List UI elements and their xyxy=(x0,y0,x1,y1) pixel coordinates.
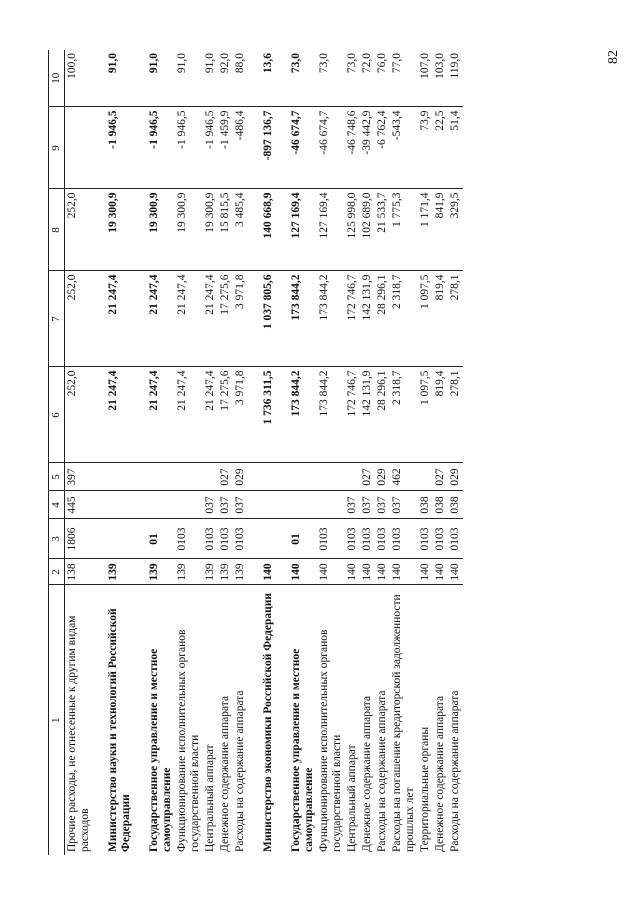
cell-col-2: 139 xyxy=(93,559,134,585)
cell-col-6: 142 131,9 xyxy=(360,367,375,463)
table-row xyxy=(134,50,175,855)
cell-col-4 xyxy=(248,491,276,519)
cell-col-5 xyxy=(248,463,276,491)
cell-col-5: 029 xyxy=(375,463,390,491)
row-label: Министерство науки и технологий Российской Федерации xyxy=(107,608,132,852)
row-label: Денежное содержание аппарата xyxy=(434,695,446,852)
cell-col-8: 127 169,4 xyxy=(276,189,317,271)
column-number-3: 3 xyxy=(49,519,65,559)
table-row xyxy=(93,50,134,855)
row-label: Прочие расходы, не отнесенные к другим видам расходов xyxy=(66,615,91,852)
cell-col-2: 140 xyxy=(375,559,390,585)
cell-col-10: 88,0 xyxy=(233,50,248,107)
cell-col-3: 0103 xyxy=(345,519,360,559)
table-row xyxy=(233,50,248,855)
cell-col-5 xyxy=(134,463,175,491)
cell-col-4 xyxy=(317,491,345,519)
cell-col-5 xyxy=(345,463,360,491)
cell-col-9: 22,5 xyxy=(433,107,448,189)
cell-col-3: 0103 xyxy=(448,519,463,559)
cell-col-7: 1 097,5 xyxy=(418,271,433,367)
cell-col-8: 3 485,4 xyxy=(233,189,248,271)
cell-col-7: 173 844,2 xyxy=(317,271,345,367)
cell-col-8: 19 300,9 xyxy=(134,189,175,271)
table-row xyxy=(203,50,218,855)
cell-col-7: 278,1 xyxy=(448,271,463,367)
cell-col-3: 0103 xyxy=(218,519,233,559)
cell-col-9: -543,4 xyxy=(390,107,418,189)
rotated-table-container xyxy=(48,50,608,855)
cell-col-10: 100,0 xyxy=(65,50,94,107)
cell-col-5: 027 xyxy=(218,463,233,491)
table-row xyxy=(248,50,276,855)
cell-col-10: 72,0 xyxy=(360,50,375,107)
cell-col-9: -46 674,7 xyxy=(276,107,317,189)
cell-col-10: 13,6 xyxy=(248,50,276,107)
column-number-7: 7 xyxy=(49,271,65,367)
cell-col-10: 119,0 xyxy=(448,50,463,107)
row-label: Центральный аппарат xyxy=(204,744,216,852)
cell-col-5 xyxy=(93,463,134,491)
cell-col-6: 21 247,4 xyxy=(134,367,175,463)
cell-col-9: -1 946,5 xyxy=(134,107,175,189)
cell-col-10: 103,0 xyxy=(433,50,448,107)
column-number-9: 9 xyxy=(49,107,65,189)
cell-col-7: 3 971,8 xyxy=(233,271,248,367)
cell-col-3: 0103 xyxy=(433,519,448,559)
cell-col-2: 139 xyxy=(134,559,175,585)
cell-col-7: 21 247,4 xyxy=(93,271,134,367)
cell-col-10: 77,0 xyxy=(390,50,418,107)
cell-col-2: 140 xyxy=(276,559,317,585)
cell-col-10: 91,0 xyxy=(134,50,175,107)
cell-col-6: 17 275,6 xyxy=(218,367,233,463)
row-label: Расходы на содержание аппарата xyxy=(376,690,388,852)
cell-col-5 xyxy=(317,463,345,491)
cell-col-4: 037 xyxy=(218,491,233,519)
column-number-10: 10 xyxy=(49,50,65,107)
cell-col-9 xyxy=(65,107,94,189)
cell-col-8: 252,0 xyxy=(65,189,94,271)
row-label: Денежное содержание аппарата xyxy=(219,695,231,852)
cell-col-7: 21 247,4 xyxy=(134,271,175,367)
table-row xyxy=(65,50,94,855)
table-row xyxy=(418,50,433,855)
cell-col-4: 038 xyxy=(448,491,463,519)
cell-col-10: 73,0 xyxy=(276,50,317,107)
table-row xyxy=(345,50,360,855)
cell-col-3 xyxy=(93,519,134,559)
cell-col-4 xyxy=(93,491,134,519)
table-row xyxy=(375,50,390,855)
cell-col-7: 28 296,1 xyxy=(375,271,390,367)
cell-col-3 xyxy=(248,519,276,559)
cell-col-7: 173 844,2 xyxy=(276,271,317,367)
cell-col-7: 2 318,7 xyxy=(390,271,418,367)
cell-col-2: 140 xyxy=(418,559,433,585)
cell-col-2: 139 xyxy=(218,559,233,585)
cell-col-7: 17 275,6 xyxy=(218,271,233,367)
cell-col-8: 19 300,9 xyxy=(203,189,218,271)
cell-col-7: 252,0 xyxy=(65,271,94,367)
cell-col-4: 037 xyxy=(345,491,360,519)
cell-col-4: 037 xyxy=(233,491,248,519)
cell-col-3: 0103 xyxy=(317,519,345,559)
cell-col-5: 027 xyxy=(360,463,375,491)
cell-col-5 xyxy=(418,463,433,491)
cell-col-8: 125 998,0 xyxy=(345,189,360,271)
cell-col-3: 0103 xyxy=(233,519,248,559)
cell-col-4: 445 xyxy=(65,491,94,519)
cell-col-5: 397 xyxy=(65,463,94,491)
cell-col-6: 1 097,5 xyxy=(418,367,433,463)
cell-col-9: -6 762,4 xyxy=(375,107,390,189)
cell-col-6: 21 247,4 xyxy=(203,367,218,463)
cell-col-8: 329,5 xyxy=(448,189,463,271)
cell-col-7: 142 131,9 xyxy=(360,271,375,367)
cell-col-9: 73,9 xyxy=(418,107,433,189)
cell-col-4: 037 xyxy=(375,491,390,519)
cell-col-6: 278,1 xyxy=(448,367,463,463)
cell-col-4 xyxy=(134,491,175,519)
table-row xyxy=(360,50,375,855)
cell-col-8: 19 300,9 xyxy=(175,189,203,271)
cell-col-8: 21 533,7 xyxy=(375,189,390,271)
cell-col-2: 138 xyxy=(65,559,94,585)
table-body xyxy=(65,50,464,855)
cell-col-8: 127 169,4 xyxy=(317,189,345,271)
cell-col-2: 140 xyxy=(360,559,375,585)
table-row xyxy=(317,50,345,855)
cell-col-8: 841,9 xyxy=(433,189,448,271)
cell-col-3: 01 xyxy=(134,519,175,559)
column-number-1: 1 xyxy=(49,585,65,855)
column-number-2: 2 xyxy=(49,559,65,585)
column-number-row xyxy=(49,50,65,855)
cell-col-10: 91,0 xyxy=(203,50,218,107)
cell-col-6: 21 247,4 xyxy=(175,367,203,463)
cell-col-2: 140 xyxy=(433,559,448,585)
cell-col-5: 462 xyxy=(390,463,418,491)
row-label: Государственное управление и местное самоуправление xyxy=(290,648,315,852)
cell-col-4: 037 xyxy=(203,491,218,519)
cell-col-9: -1 946,5 xyxy=(93,107,134,189)
cell-col-2: 139 xyxy=(233,559,248,585)
cell-col-6: 173 844,2 xyxy=(276,367,317,463)
cell-col-10: 73,0 xyxy=(345,50,360,107)
row-label: Функционирование исполнительных органов государственной власти xyxy=(318,629,343,852)
cell-col-4: 037 xyxy=(390,491,418,519)
cell-col-10: 73,0 xyxy=(317,50,345,107)
cell-col-5 xyxy=(203,463,218,491)
cell-col-3: 01 xyxy=(276,519,317,559)
cell-col-4: 037 xyxy=(360,491,375,519)
cell-col-10: 91,0 xyxy=(175,50,203,107)
cell-col-4 xyxy=(175,491,203,519)
cell-col-6: 21 247,4 xyxy=(93,367,134,463)
cell-col-4 xyxy=(276,491,317,519)
cell-col-2: 140 xyxy=(390,559,418,585)
page-number: 82 xyxy=(606,50,621,64)
cell-col-9: -1 946,5 xyxy=(203,107,218,189)
cell-col-9: -897 136,7 xyxy=(248,107,276,189)
cell-col-10: 92,0 xyxy=(218,50,233,107)
cell-col-2: 139 xyxy=(203,559,218,585)
cell-col-7: 21 247,4 xyxy=(175,271,203,367)
cell-col-6: 1 736 311,5 xyxy=(248,367,276,463)
cell-col-6: 173 844,2 xyxy=(317,367,345,463)
cell-col-3: 0103 xyxy=(203,519,218,559)
table-row xyxy=(276,50,317,855)
cell-col-2: 140 xyxy=(448,559,463,585)
column-number-8: 8 xyxy=(49,189,65,271)
cell-col-9: -46 748,6 xyxy=(345,107,360,189)
row-label: Территориальные органы xyxy=(419,726,431,852)
cell-col-4: 038 xyxy=(418,491,433,519)
cell-col-6: 3 971,8 xyxy=(233,367,248,463)
cell-col-9: -1 459,9 xyxy=(218,107,233,189)
cell-col-3: 0103 xyxy=(360,519,375,559)
row-label: Министерство экономики Российской Федерации xyxy=(262,593,274,852)
table-row xyxy=(175,50,203,855)
row-label: Расходы на погашение кредиторской задолженности прошлых лет xyxy=(391,594,416,852)
cell-col-2: 140 xyxy=(345,559,360,585)
cell-col-8: 1 171,4 xyxy=(418,189,433,271)
cell-col-8: 140 668,9 xyxy=(248,189,276,271)
cell-col-5 xyxy=(276,463,317,491)
table-row xyxy=(218,50,233,855)
table-row xyxy=(448,50,463,855)
cell-col-10: 91,0 xyxy=(93,50,134,107)
cell-col-9: -46 674,7 xyxy=(317,107,345,189)
cell-col-8: 102 689,0 xyxy=(360,189,375,271)
cell-col-10: 76,0 xyxy=(375,50,390,107)
row-label: Государственное управление и местное самоуправление xyxy=(148,648,173,852)
cell-col-2: 140 xyxy=(317,559,345,585)
cell-col-8: 15 815,5 xyxy=(218,189,233,271)
cell-col-4: 038 xyxy=(433,491,448,519)
cell-col-6: 2 318,7 xyxy=(390,367,418,463)
row-label: Денежное содержание аппарата xyxy=(361,695,373,852)
cell-col-9: -486,4 xyxy=(233,107,248,189)
cell-col-3: 0103 xyxy=(175,519,203,559)
column-number-5: 5 xyxy=(49,463,65,491)
column-number-6: 6 xyxy=(49,367,65,463)
cell-col-9: 51,4 xyxy=(448,107,463,189)
cell-col-3: 0103 xyxy=(418,519,433,559)
row-label: Центральный аппарат xyxy=(346,744,358,852)
cell-col-8: 19 300,9 xyxy=(93,189,134,271)
table-row xyxy=(433,50,448,855)
cell-col-10: 107,0 xyxy=(418,50,433,107)
cell-col-9: -1 946,5 xyxy=(175,107,203,189)
cell-col-6: 252,0 xyxy=(65,367,94,463)
row-label: Функционирование исполнительных органов государственной власти xyxy=(176,629,201,852)
cell-col-3: 0103 xyxy=(390,519,418,559)
row-label: Расходы на содержание аппарата xyxy=(234,690,246,852)
cell-col-3: 1806 xyxy=(65,519,94,559)
cell-col-8: 1 775,3 xyxy=(390,189,418,271)
cell-col-7: 1 037 805,6 xyxy=(248,271,276,367)
cell-col-2: 140 xyxy=(248,559,276,585)
row-label: Расходы на содержание аппарата xyxy=(449,690,461,852)
cell-col-6: 819,4 xyxy=(433,367,448,463)
cell-col-6: 172 746,7 xyxy=(345,367,360,463)
column-number-4: 4 xyxy=(49,491,65,519)
cell-col-9: -39 442,9 xyxy=(360,107,375,189)
cell-col-5: 029 xyxy=(448,463,463,491)
cell-col-3: 0103 xyxy=(375,519,390,559)
cell-col-7: 21 247,4 xyxy=(203,271,218,367)
cell-col-7: 172 746,7 xyxy=(345,271,360,367)
cell-col-6: 28 296,1 xyxy=(375,367,390,463)
cell-col-5: 027 xyxy=(433,463,448,491)
budget-table xyxy=(48,50,463,855)
cell-col-5: 029 xyxy=(233,463,248,491)
table-row xyxy=(390,50,418,855)
cell-col-2: 139 xyxy=(175,559,203,585)
cell-col-5 xyxy=(175,463,203,491)
cell-col-7: 819,4 xyxy=(433,271,448,367)
